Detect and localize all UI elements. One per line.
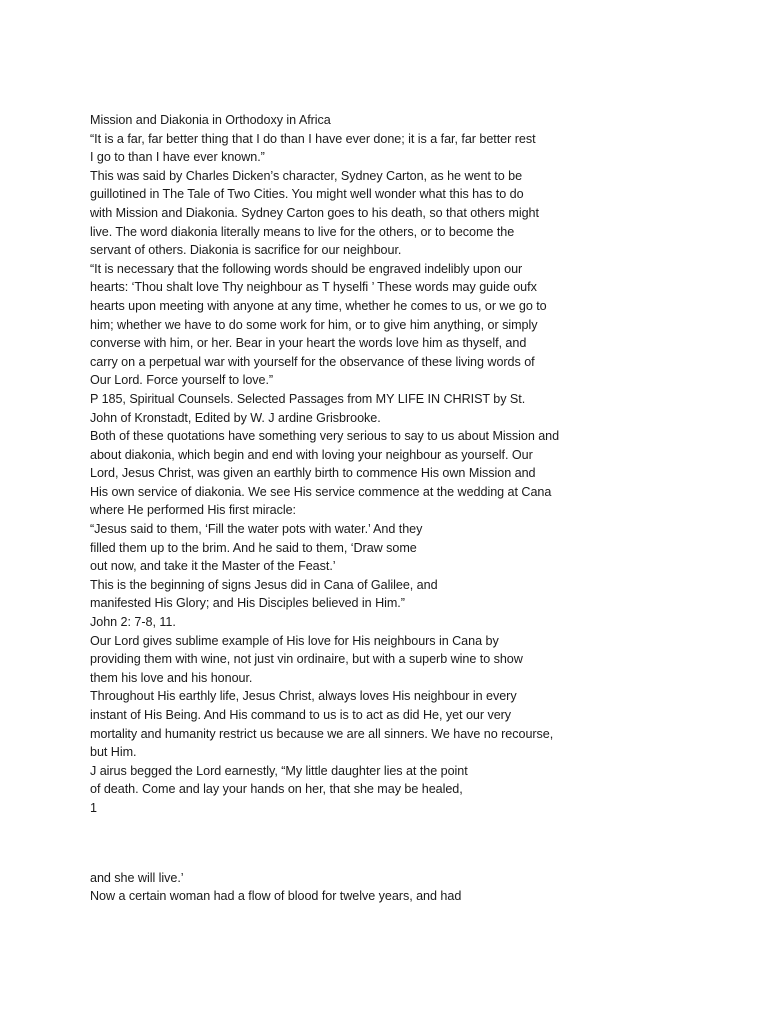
text-line: Throughout His earthly life, Jesus Christ, always loves His neighbour in every: [90, 689, 517, 704]
page-number: 1: [90, 800, 97, 815]
text-line: J airus begged the Lord earnestly, “My little daughter lies at the point: [90, 763, 468, 778]
text-line: instant of His Being. And His command to us is to act as did He, yet our very: [90, 708, 512, 722]
text-line: with Mission and Diakonia. Sydney Carton goes to his death, so that others might: [90, 205, 539, 220]
text-line: manifested His Glory; and His Disciples believed in Him.”: [90, 596, 405, 611]
text-line: converse with him, or her. Bear in your heart the words love him as thyself, and: [90, 336, 527, 351]
text-line: hearts upon meeting with anyone at any time, whether he comes to us, or we go to: [90, 298, 547, 313]
text-line: I go to than I have ever known.”: [90, 150, 265, 165]
text-line: out now, and take it the Master of the Feast.’: [90, 559, 336, 574]
text-line: This is the beginning of signs Jesus did in Cana of Galilee, and: [90, 577, 438, 592]
text-line: John 2: 7-8, 11.: [90, 615, 176, 630]
page-1-text: [90, 111, 750, 818]
text-line: “It is necessary that the following words should be engraved indelibly upon our: [90, 261, 523, 276]
text-line: servant of others. Diakonia is sacrifice for our neighbour.: [90, 243, 402, 258]
text-line: hearts: ‘Thou shalt love Thy neighbour as T hyselfi ’ These words may guide oufx: [90, 280, 537, 295]
page-break: [90, 818, 750, 869]
text-line: mortality and humanity restrict us because we are all sinners. We have no recourse,: [90, 726, 554, 741]
text-line: but Him.: [90, 745, 137, 760]
text-line: where He performed His first miracle:: [90, 503, 297, 518]
text-line: John of Kronstadt, Edited by W. J ardine Grisbrooke.: [90, 410, 381, 425]
text-line: carry on a perpetual war with yourself for the observance of these living words of: [90, 354, 535, 369]
text-line: P 185, Spiritual Counsels. Selected Passages from MY LIFE IN CHRIST by St.: [90, 391, 526, 406]
text-line: them his love and his honour.: [90, 670, 253, 685]
document-title: Mission and Diakonia in Orthodoxy in Africa: [90, 113, 331, 127]
page-2-text: [90, 869, 750, 906]
text-line: His own service of diakonia. We see His service commence at the wedding at Cana: [90, 484, 552, 499]
text-line: “It is a far, far better thing that I do than I have ever done; it is a far, far better rest: [90, 131, 536, 146]
text-line: and she will live.’: [90, 870, 184, 885]
text-line: Our Lord. Force yourself to love.”: [90, 373, 274, 388]
text-line: Both of these quotations have something very serious to say to us about Mission and: [90, 429, 560, 444]
text-line: “Jesus said to them, ‘Fill the water pots with water.’ And they: [90, 522, 423, 537]
text-line: guillotined in The Tale of Two Cities. You might well wonder what this has to do: [90, 187, 524, 202]
document-page: [90, 111, 750, 906]
text-line: This was said by Charles Dicken’s character, Sydney Carton, as he went to be: [90, 168, 523, 183]
text-line: him; whether we have to do some work for him, or to give him anything, or simply: [90, 317, 538, 332]
text-line: live. The word diakonia literally means to live for the others, or to become the: [90, 224, 515, 239]
text-line: about diakonia, which begin and end with loving your neighbour as yourself. Our: [90, 447, 533, 462]
text-line: of death. Come and lay your hands on her, that she may be healed,: [90, 782, 463, 797]
text-line: Our Lord gives sublime example of His love for His neighbours in Cana by: [90, 633, 499, 648]
text-line: providing them with wine, not just vin ordinaire, but with a superb wine to show: [90, 652, 523, 667]
text-line: Lord, Jesus Christ, was given an earthly birth to commence His own Mission and: [90, 466, 536, 481]
text-line: Now a certain woman had a flow of blood for twelve years, and had: [90, 889, 462, 904]
text-line: filled them up to the brim. And he said to them, ‘Draw some: [90, 540, 417, 555]
